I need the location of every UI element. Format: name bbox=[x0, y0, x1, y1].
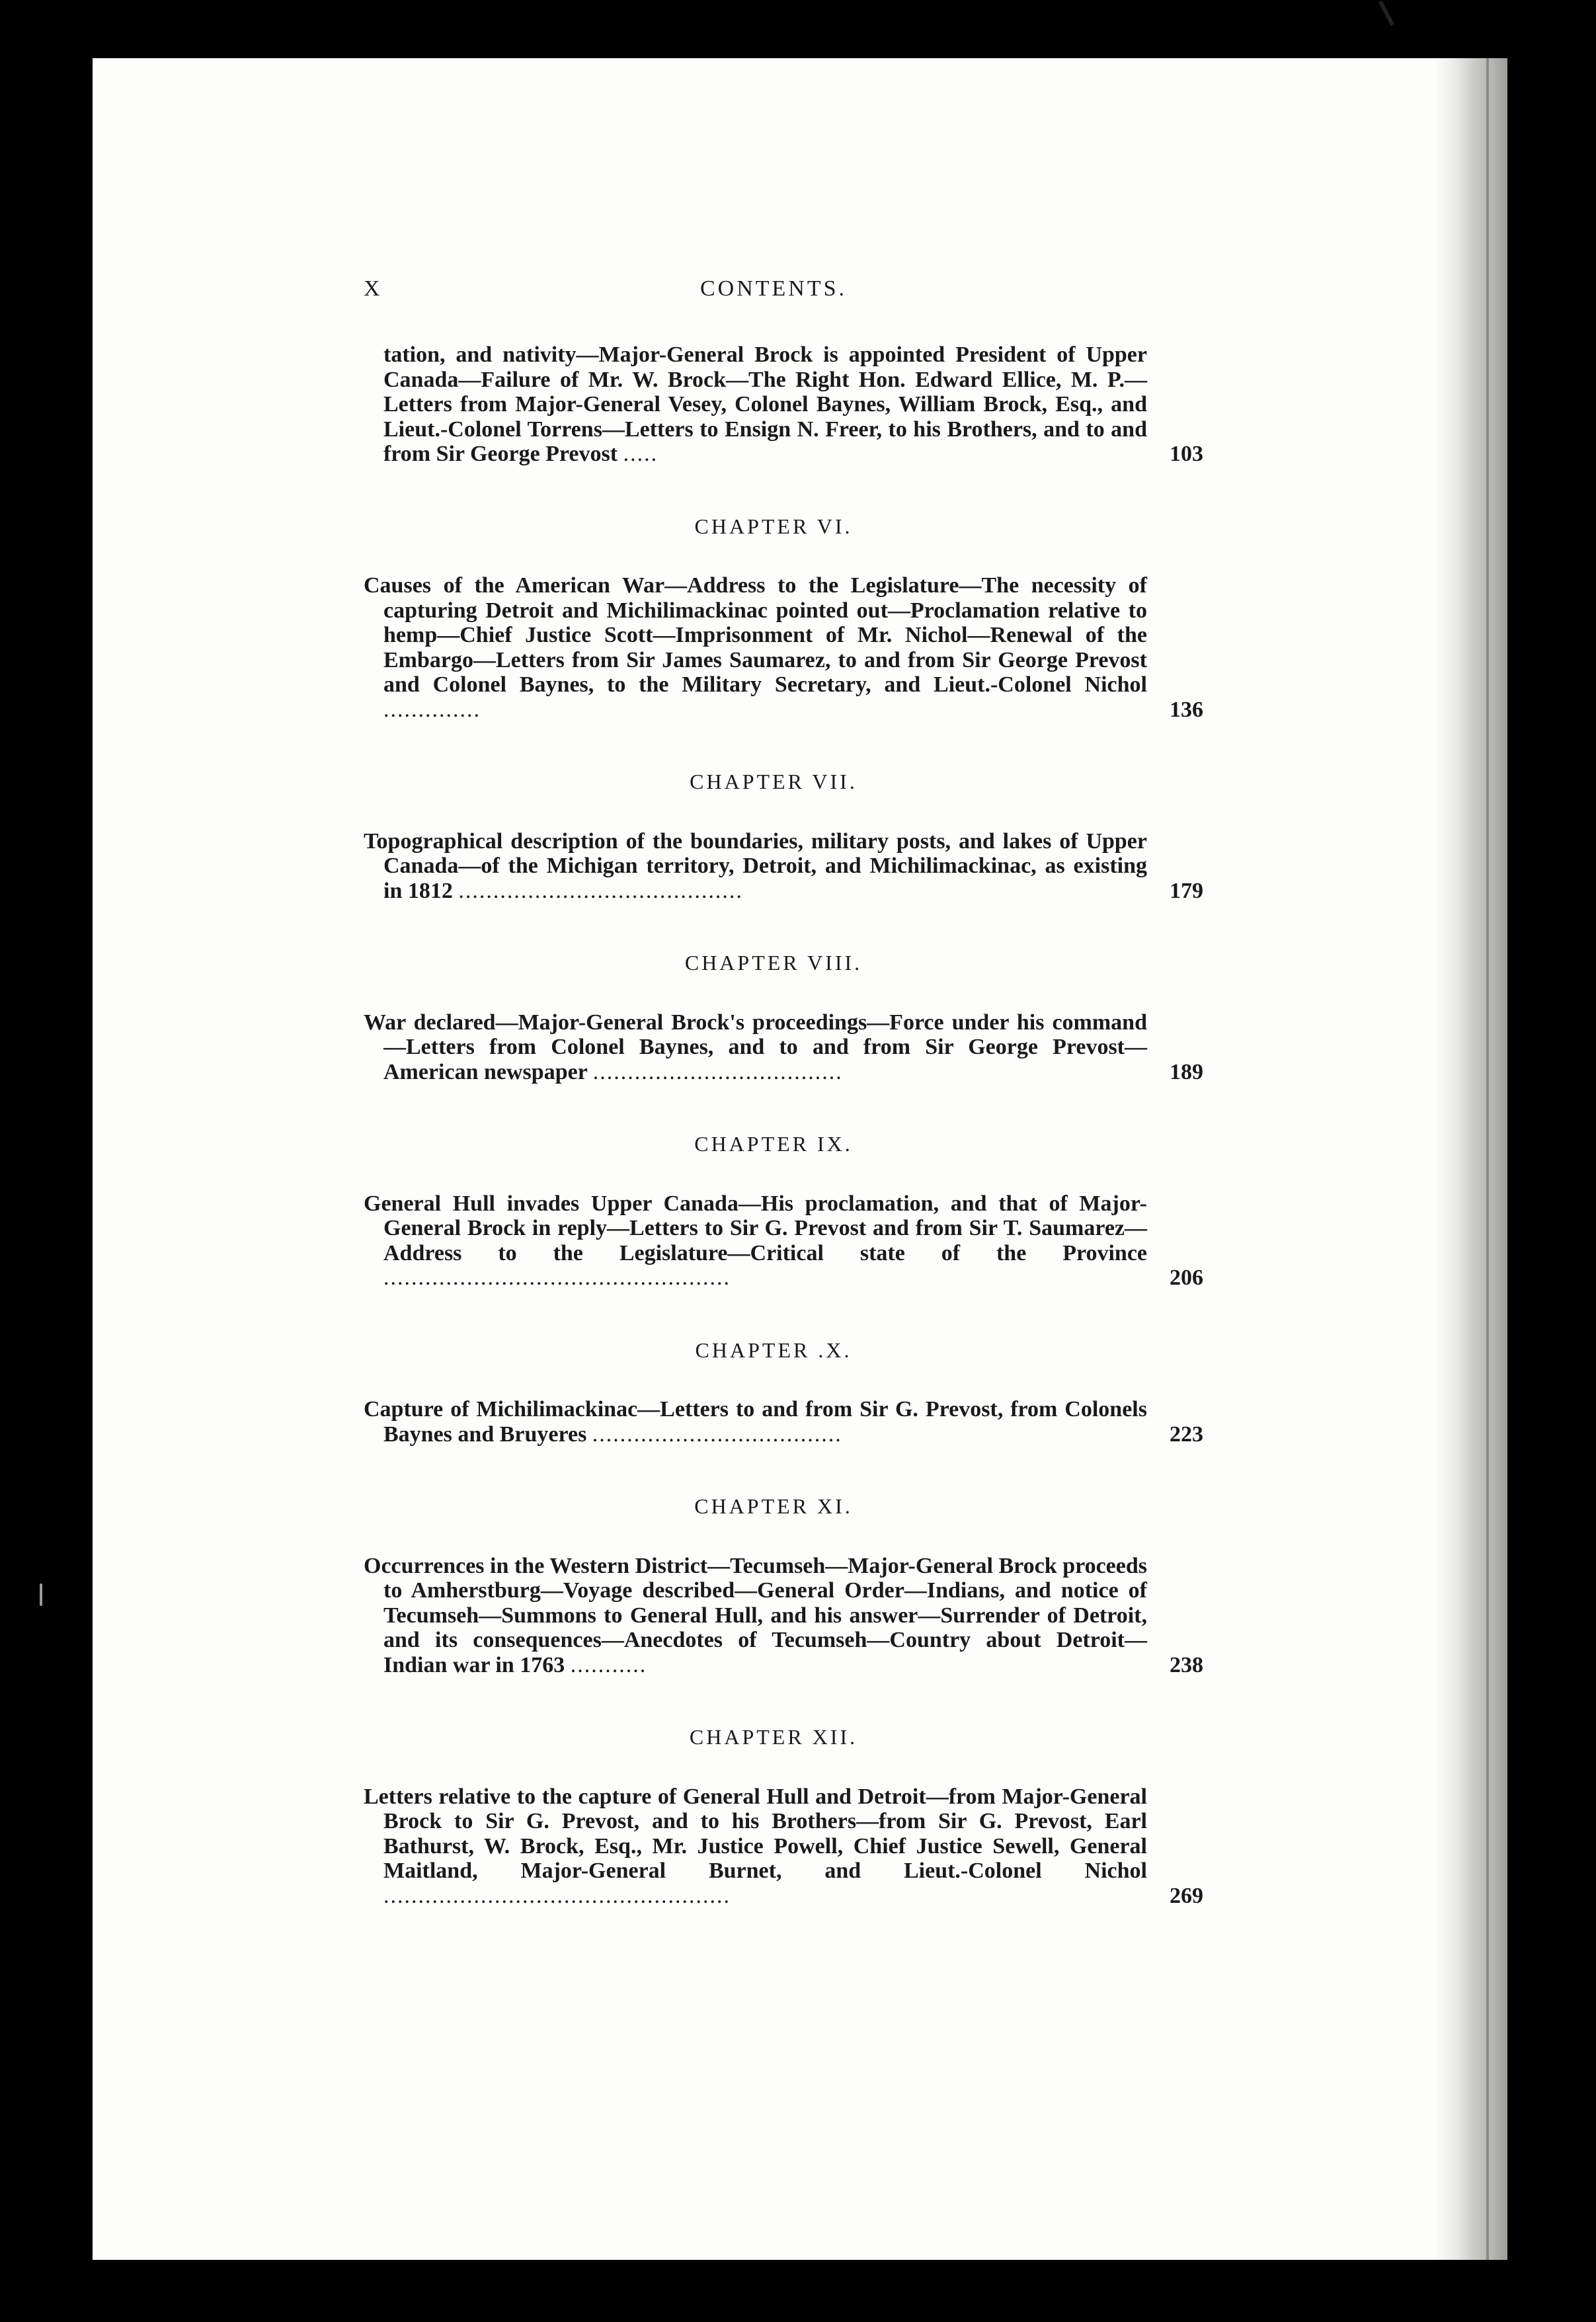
toc-page-number: 136 bbox=[1170, 697, 1203, 722]
toc-entry bbox=[344, 829, 1203, 904]
toc-leader-dots: .................................... bbox=[592, 1059, 843, 1084]
toc-entry-text: Occurrences in the Western District—Tecumseh—Major-General Brock proceeds to Amherstburg—Voyage described—General Order—Indians, and notice of Tecumseh—Summons to General Hull, and his answer—Surrender of Detroit, and its consequences—Anecdotes of Tecumseh—Country about Detroit—Indian war in 1763 bbox=[364, 1553, 1147, 1677]
chapter-heading: CHAPTER IX. bbox=[694, 1132, 853, 1156]
chapter-heading: CHAPTER VIII. bbox=[684, 951, 863, 975]
toc-page-number: 269 bbox=[1170, 1883, 1203, 1908]
toc-entry bbox=[344, 1554, 1203, 1678]
toc-leader-dots: .................................... bbox=[592, 1421, 842, 1447]
page-edge-line bbox=[1486, 58, 1489, 2260]
chapter-heading: CHAPTER .X. bbox=[695, 1338, 852, 1362]
toc-entry-continuation bbox=[344, 342, 1203, 467]
toc-entry bbox=[344, 1784, 1203, 1909]
toc-entry-text: tation, and nativity—Major-General Brock is appointed President of Upper Canada—Failure of Mr. W. Brock—The Right Hon. Edward Ellice, M. P.—Letters from Major-General Vesey, Colonel Baynes, William Brock, Esq., and Lieut.-Colonel Torrens—Letters to Ensign N. Freer, to his Brothers, and to and from Sir George Prevost bbox=[383, 342, 1147, 466]
toc-entry-text: War declared—Major-General Brock's proceedings—Force under his command—Letters from Colonel Baynes, and to and from Sir George Prevost—American newspaper bbox=[364, 1010, 1147, 1084]
toc-entry-text: Causes of the American War—Address to the Legislature—The necessity of capturing Detroit and Michilimackinac pointed out—Proclamation relative to hemp—Chief Justice Scott—Imprisonment of Mr. Nichol—Renewal of the Embargo—Letters from Sir James Saumarez, to and from Sir George Prevost and Colonel Baynes, to the Military Secretary, and Lieut.-Colonel Nichol bbox=[364, 573, 1147, 697]
toc-page-number: 103 bbox=[1170, 442, 1203, 466]
toc-page-number: 223 bbox=[1170, 1421, 1203, 1447]
page-number-roman: X bbox=[364, 276, 380, 301]
toc-entry bbox=[344, 1397, 1203, 1447]
page-gutter-shadow bbox=[1435, 58, 1507, 2260]
toc-leader-dots: ......................................... bbox=[458, 878, 743, 903]
toc-entry-text: Letters relative to the capture of General Hull and Detroit—from Major-General Brock to Sir G. Prevost, and to his Brothers—from Sir G. Prevost, Earl Bathurst, W. Brock, Esq., Mr. Justice Powell, Chief Justice Sewell, General Maitland, Major-General Burnet, and Lieut.-Colonel Nichol bbox=[364, 1784, 1147, 1883]
toc-page-number: 206 bbox=[1170, 1265, 1203, 1290]
chapter-heading: CHAPTER VII. bbox=[690, 770, 858, 793]
scan-artifact-mark bbox=[1378, 1, 1394, 26]
chapter-heading: CHAPTER VI. bbox=[694, 514, 853, 538]
toc-page-number: 179 bbox=[1170, 878, 1203, 903]
page-header bbox=[344, 276, 1203, 316]
toc-entry bbox=[344, 1191, 1203, 1291]
toc-page-number: 238 bbox=[1170, 1652, 1203, 1677]
chapter-heading: CHAPTER XI. bbox=[694, 1494, 853, 1518]
page-title: CONTENTS. bbox=[699, 276, 848, 301]
toc-leader-dots: .................................................. bbox=[383, 1265, 731, 1290]
toc-entry-text: Topographical description of the boundaries, military posts, and lakes of Upper Canada—of the Michigan territory, Detroit, and Michilimackinac, as existing in 1812 bbox=[364, 828, 1147, 903]
toc-leader-dots: .............. bbox=[383, 697, 481, 722]
toc-entry bbox=[344, 1010, 1203, 1085]
chapter-heading: CHAPTER XII. bbox=[689, 1725, 858, 1749]
toc-leader-dots: ........... bbox=[570, 1652, 647, 1677]
toc-entry-text: Capture of Michilimackinac—Letters to and from Sir G. Prevost, from Colonels Baynes and Bruyeres bbox=[364, 1397, 1147, 1447]
toc-leader-dots: .................................................. bbox=[383, 1883, 731, 1908]
toc-entry-text: General Hull invades Upper Canada—His proclamation, and that of Major-General Brock in reply—Letters to Sir G. Prevost and from Sir T. Saumarez—Address to the Legislature—Critical state of the Province bbox=[364, 1191, 1147, 1265]
toc-leader-dots: ..... bbox=[623, 442, 658, 466]
scan-artifact-mark bbox=[40, 1583, 42, 1606]
toc-page-number: 189 bbox=[1170, 1059, 1203, 1084]
contents-page-body bbox=[344, 276, 1203, 1908]
toc-entry bbox=[344, 573, 1203, 722]
